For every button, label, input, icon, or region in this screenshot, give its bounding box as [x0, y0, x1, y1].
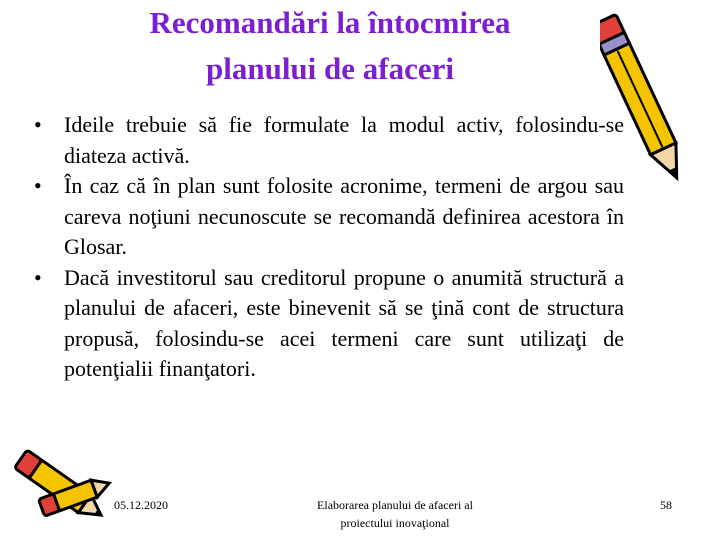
- footer-title: [290, 496, 500, 532]
- slide-title: [40, 0, 620, 92]
- title-line-1: Recomandări la întocmirea: [149, 5, 511, 40]
- bullet-item: • Ideile trebuie să fie formulate la modul activ, folosindu-se diateza activă.: [34, 112, 624, 168]
- bullet-text: În caz că în plan sunt folosite acronime, termeni de argou sau careva noţiuni necunoscute se recomandă definirea acestora în Glosar.: [64, 173, 624, 259]
- bullet-text: Dacă investitorul sau creditorul propune o anumită structură a planului de afaceri, este binevenit să se ţină cont de structura propusă, folosindu-se acei termeni care sunt utilizaţi de potenţialii finanţatori.: [64, 264, 624, 381]
- page-number: 58: [660, 498, 672, 512]
- pencil-icon: [600, 4, 680, 194]
- bullet-text: Ideile trebuie să fie formulate la modul activ, folosindu-se diateza activă.: [64, 112, 624, 168]
- bullet-item: • În caz că în plan sunt folosite acronime, termeni de argou sau careva noţiuni necunoscute se recomandă definirea acestora în Glosar.: [34, 173, 624, 259]
- title-line-2: planului de afaceri: [205, 51, 454, 86]
- footer-date: 05.12.2020: [114, 498, 168, 512]
- footer-title-line-1: Elaborarea planului de afaceri al: [317, 498, 473, 512]
- pencils-icon: [0, 440, 120, 540]
- bullet-list: [34, 110, 624, 385]
- footer-title-line-2: proiectului inovaţional: [340, 516, 450, 530]
- bullet-item: • Dacă investitorul sau creditorul propune o anumită structură a planului de afaceri, este binevenit să se ţină cont de structura propusă, folosindu-se acei termeni care sunt utilizaţi de potenţialii finanţatori.: [34, 264, 624, 381]
